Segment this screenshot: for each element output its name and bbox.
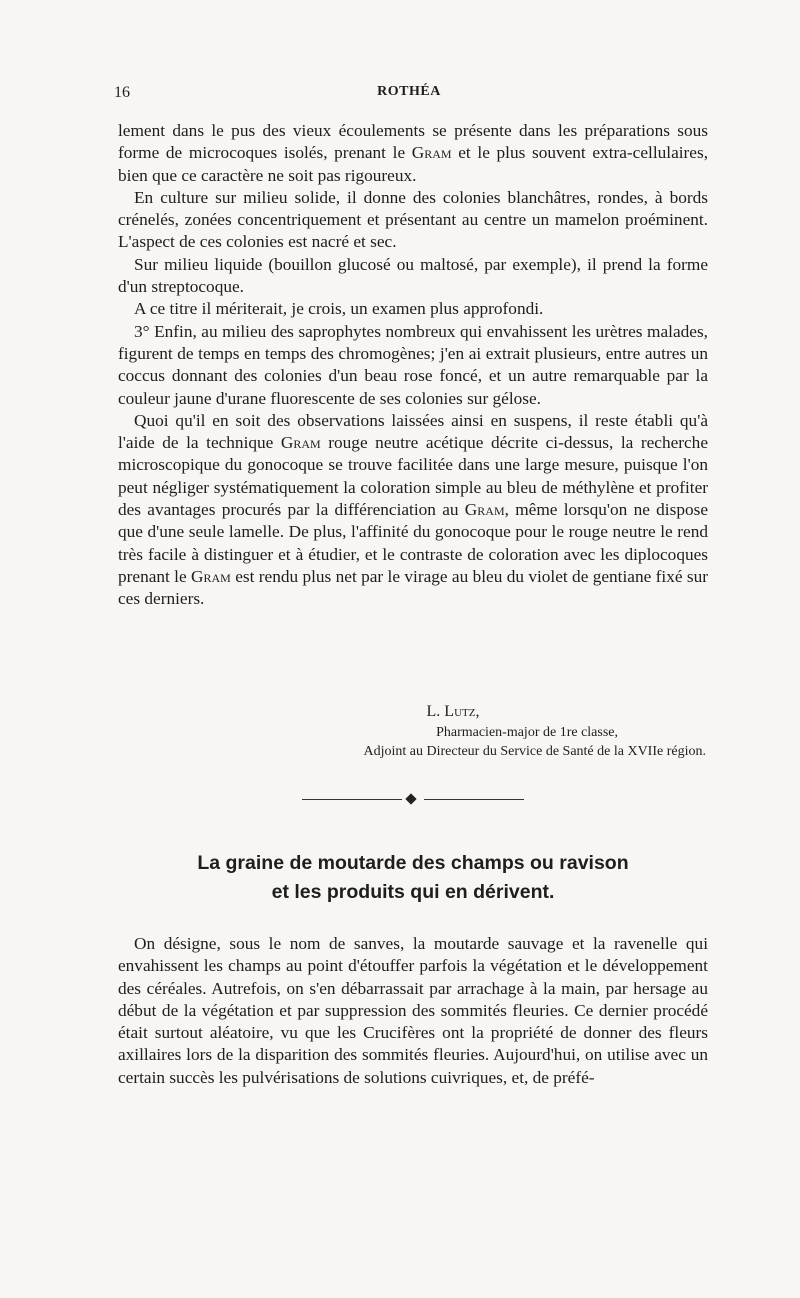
paragraph: 3° Enfin, au milieu des saprophytes nombreux qui envahissent les urètres malades, figurent de temps en temps des chromogènes; j'en ai extrait plusieurs, entre autres un coccus donnant des colonies d'un beau rose foncé, et un autre remarquable par la couleur jaune d'urane fluorescente de ses colonies sur gélose. — [118, 321, 708, 408]
gram-term: Gram — [280, 433, 321, 453]
paragraph: lement dans le pus des vieux écoulements se présente dans les préparations sous forme de microcoques isolés, prenant le Gram et le plus souvent extra-cellulaires, bien que ce caractère ne soit pas rigoureux. — [118, 121, 709, 185]
paragraph: A ce titre il mériterait, je crois, un examen plus approfondi. — [134, 299, 544, 319]
page-header — [114, 84, 704, 106]
paragraph: Sur milieu liquide (bouillon glucosé ou maltosé, par exemple), il prend la forme d'un streptocoque. — [118, 254, 708, 297]
gram-term: Gram — [464, 500, 505, 520]
gram-term: Gram — [191, 566, 231, 586]
article-body — [118, 933, 708, 1089]
author-signature — [118, 703, 708, 761]
page-number: 16 — [114, 84, 130, 101]
section-divider — [302, 794, 524, 806]
author-name: L. Lutz, — [426, 703, 480, 720]
article-title: La graine de moutarde des champs ou ravison et les produits qui en dérivent. — [197, 852, 629, 903]
section-continued-text — [118, 120, 708, 611]
paragraph: Quoi qu'il en soit des observations laissées ainsi en suspens, il reste établi qu'à l'aide de la technique Gram rouge neutre acétique décrite ci-dessus, la recherche microscopique du gonocoque se trouve facilitée dans une large mesure, puisque l'on peut négliger systématiquement la coloration simple au bleu de méthylène et profiter des avantages procurés par la différenciation au Gram, même lorsqu'on ne dispose que d'une seule lamelle. De plus, l'affinité du gonocoque pour le rouge neutre le rend très facile à distinguer et à étudier, et le contraste de coloration avec les diplocoques prenant le Gram est rendu plus net par le virage au bleu du violet de gentiane fixé sur ces derniers. — [118, 410, 708, 609]
paragraph: En culture sur milieu solide, il donne des colonies blanchâtres, rondes, à bords crénelés, zonées concentriquement et présentant au centre un mamelon proéminent. L'aspect de ces colonies est nacré et sec. — [118, 187, 708, 252]
running-title: ROTHÉA — [377, 84, 441, 99]
diamond-ornament-icon — [405, 793, 416, 804]
author-title: Pharmacien-major de 1re classe, — [436, 725, 618, 740]
paragraph: On désigne, sous le nom de sanves, la moutarde sauvage et la ravenelle qui envahissent les champs au point d'étouffer parfois la végétation et le développement des céréales. Autrefois, on s'en débarrassait par arrachage à la main, par hersage au début de la végétation et par suppression des sommités fleuries. Ce dernier procédé était surtout aléatoire, vu que les Crucifères ont la propriété de donner des fleurs axillaires lors de la disparition des sommités fleuries. Aujourd'hui, on utilise avec un certain succès les pulvérisations de solutions cuivriques, et, de préfé- — [118, 934, 708, 1087]
gram-term: Gram — [411, 143, 452, 163]
author-affiliation: Adjoint au Directeur du Service de Santé de la XVIIe région. — [363, 744, 706, 759]
